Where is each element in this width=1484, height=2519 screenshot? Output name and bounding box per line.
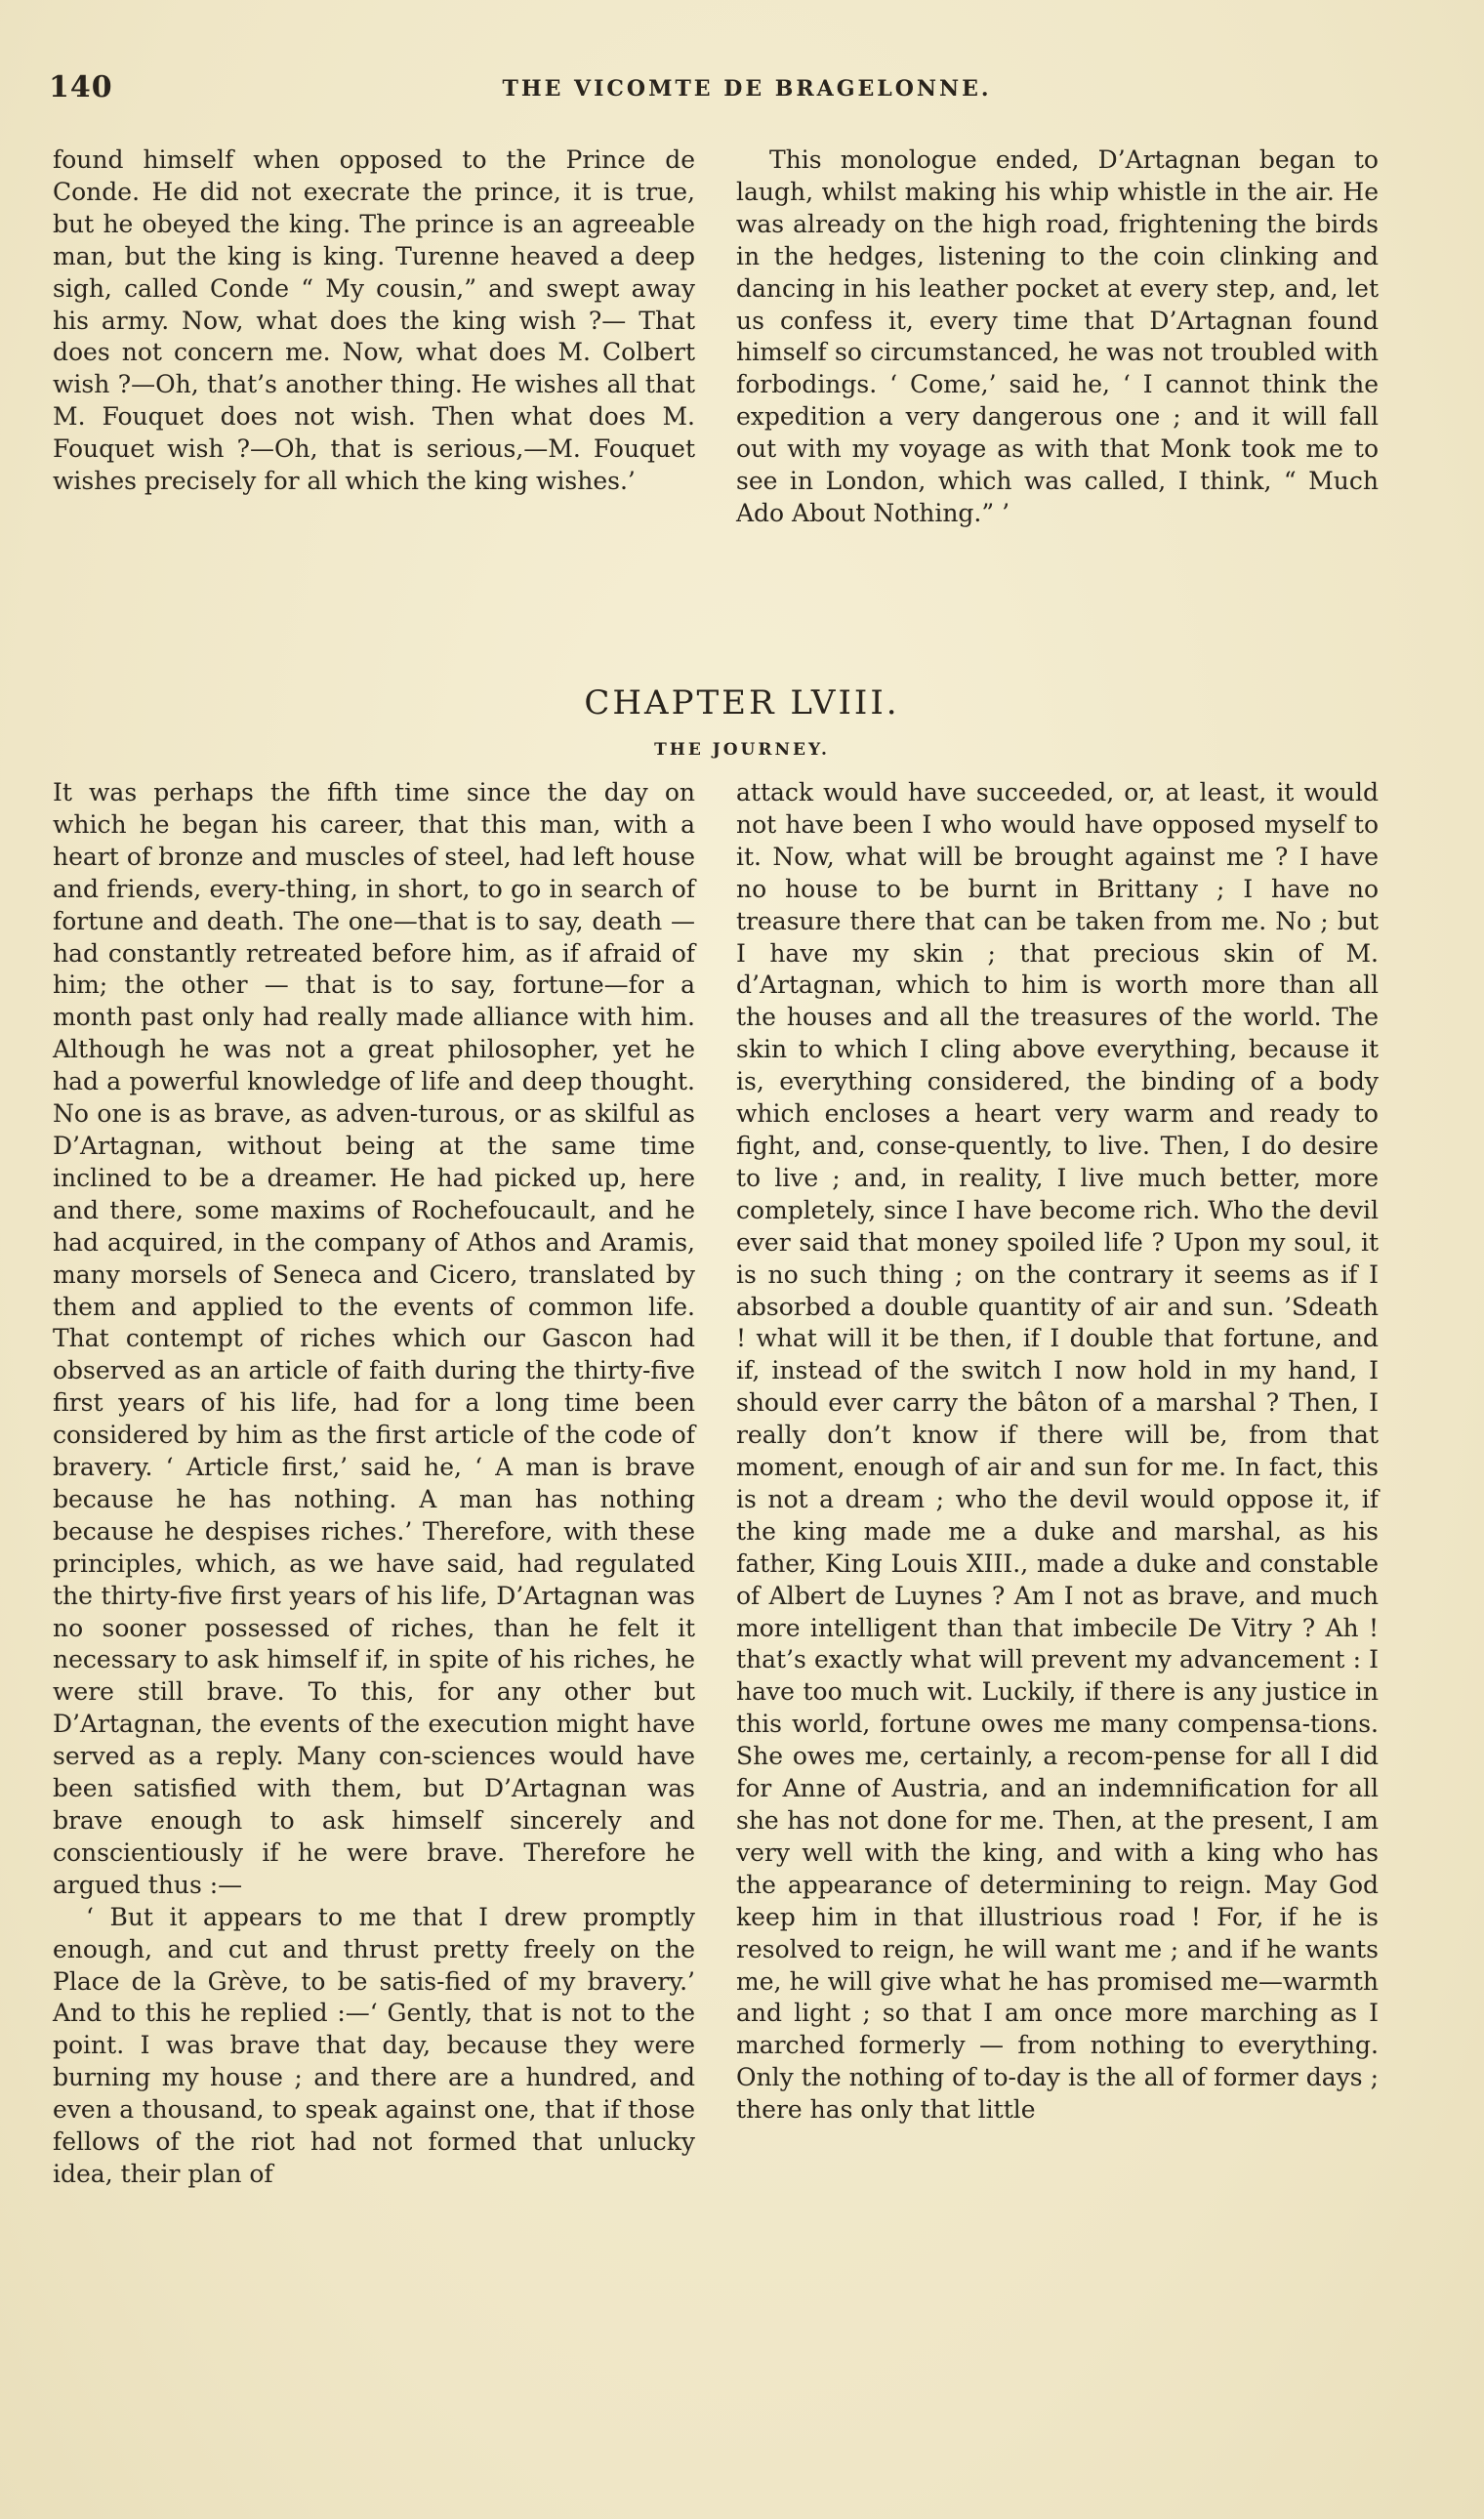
chapter-title: CHAPTER LVIII. xyxy=(584,683,900,723)
paragraph: found himself when opposed to the Prince de Conde. He did not execrate the prince, it is true, but he obeyed the king. The prince is an agreeable man, but the king is king. Turenne heaved a deep sigh, called Conde “ My cousin,” and swept away his army. Now, what does the king wish ?— That does not concern me. Now, what does M. Colbert wish ?—Oh, that’s another thing. He wishes all that M. Fouquet does not wish. Then what does M. Fouquet wish ?—Oh, that is serious,—M. Fouquet wishes precisely for all which the king wishes.’ xyxy=(53,145,695,496)
top-left-column xyxy=(53,145,695,498)
page-number: 140 xyxy=(49,70,113,104)
bottom-left-column xyxy=(53,777,695,2191)
paragraph: It was perhaps the fifth time since the day on which he began his career, that this man, with a heart of bronze and muscles of steel, had left house and friends, every-thing, in short, to go in search of fortune and death. The one—that is to say, death —had constantly retreated before him, as if afraid of him; the other — that is to say, fortune—for a month past only had really made alliance with him. Although he was not a great philosopher, yet he had a powerful knowledge of life and deep thought. No one is as brave, as adven-turous, or as skilful as D’Artagnan, without being at the same time inclined to be a dreamer. He had picked up, here and there, some maxims of Rochefoucault, and he had acquired, in the company of Athos and Aramis, many morsels of Seneca and Cicero, translated by them and applied to the events of common life. That contempt of riches which our Gascon had observed as an article of faith during the thirty-five first years of his life, had for a long time been considered by him as the first article of the code of bravery. ‘ Article first,’ said he, ‘ A man is brave because he has nothing. A man has nothing because he despises riches.’ Therefore, with these principles, which, as we have said, had regulated the thirty-five first years of his life, D’Artagnan was no sooner possessed of riches, than he felt it necessary to ask himself if, in spite of his riches, he were still brave. To this, for any other but D’Artagnan, the events of the execution might have served as a reply. Many con-sciences would have been satisfied with them, but D’Artagnan was brave enough to ask himself sincerely and conscientiously if he were brave. Therefore he argued thus :— xyxy=(53,778,695,1899)
running-title: THE VICOMTE DE BRAGELONNE. xyxy=(502,76,992,102)
paragraph: This monologue ended, D’Artagnan began to laugh, whilst making his whip whistle in the air. He was already on the high road, frightening the birds in the hedges, listening to the coin clinking and dancing in his leather pocket at every step, and, let us confess it, every time that D’Artagnan found himself so circumstanced, he was not troubled with forbodings. ‘ Come,’ said he, ‘ I cannot think the expedition a very dangerous one ; and it will fall out with my voyage as with that Monk took me to see in London, which was called, I think, “ Much Ado About Nothing.” ’ xyxy=(736,145,1379,527)
bottom-right-column xyxy=(736,777,1379,2127)
paragraph: ‘ But it appears to me that I drew promptly enough, and cut and thrust pretty freely on the Place de la Grève, to be satis-fied of my bravery.’ And to this he replied :—‘ Gently, that is not to the point. I was brave that day, because they were burning my house ; and there are a hundred, and even a thousand, to speak against one, that if those fellows of the riot had not formed that unlucky idea, their plan of xyxy=(53,1902,695,2188)
paragraph: attack would have succeeded, or, at least, it would not have been I who would have opposed myself to it. Now, what will be brought against me ? I have no house to be burnt in Brittany ; I have no treasure there that can be taken from me. No ; but I have my skin ; that precious skin of M. d’Artagnan, which to him is worth more than all the houses and all the treasures of the world. The skin to which I cling above everything, because it is, everything considered, the binding of a body which encloses a heart very warm and ready to fight, and, conse-quently, to live. Then, I do desire to live ; and, in reality, I live much better, more completely, since I have become rich. Who the devil ever said that money spoiled life ? Upon my soul, it is no such thing ; on the contrary it seems as if I absorbed a double quantity of air and sun. ’Sdeath ! what will it be then, if I double that fortune, and if, instead of the switch I now hold in my hand, I should ever carry the bâton of a marshal ? Then, I really don’t know if there will be, from that moment, enough of air and sun for me. In fact, this is not a dream ; who the devil would oppose it, if the king made me a duke and marshal, as his father, King Louis XIII., made a duke and constable of Albert de Luynes ? Am I not as brave, and much more intelligent than that imbecile De Vitry ? Ah ! that’s exactly what will prevent my advancement : I have too much wit. Luckily, if there is any justice in this world, fortune owes me many compensa-tions. She owes me, certainly, a recom-pense for all I did for Anne of Austria, and an indemnification for all she has not done for me. Then, at the present, I am very well with the king, and with a king who has the appearance of determining to reign. May God keep him in that illustrious road ! For, if he is resolved to reign, he will want me ; and if he wants me, he will give what he has promised me—warmth and light ; so that I am once more marching as I marched formerly — from nothing to everything. Only the nothing of to-day is the all of former days ; there has only that little xyxy=(736,778,1379,2125)
page-header xyxy=(49,70,1445,109)
chapter-subtitle: THE JOURNEY. xyxy=(654,740,830,760)
top-right-column xyxy=(736,145,1379,530)
